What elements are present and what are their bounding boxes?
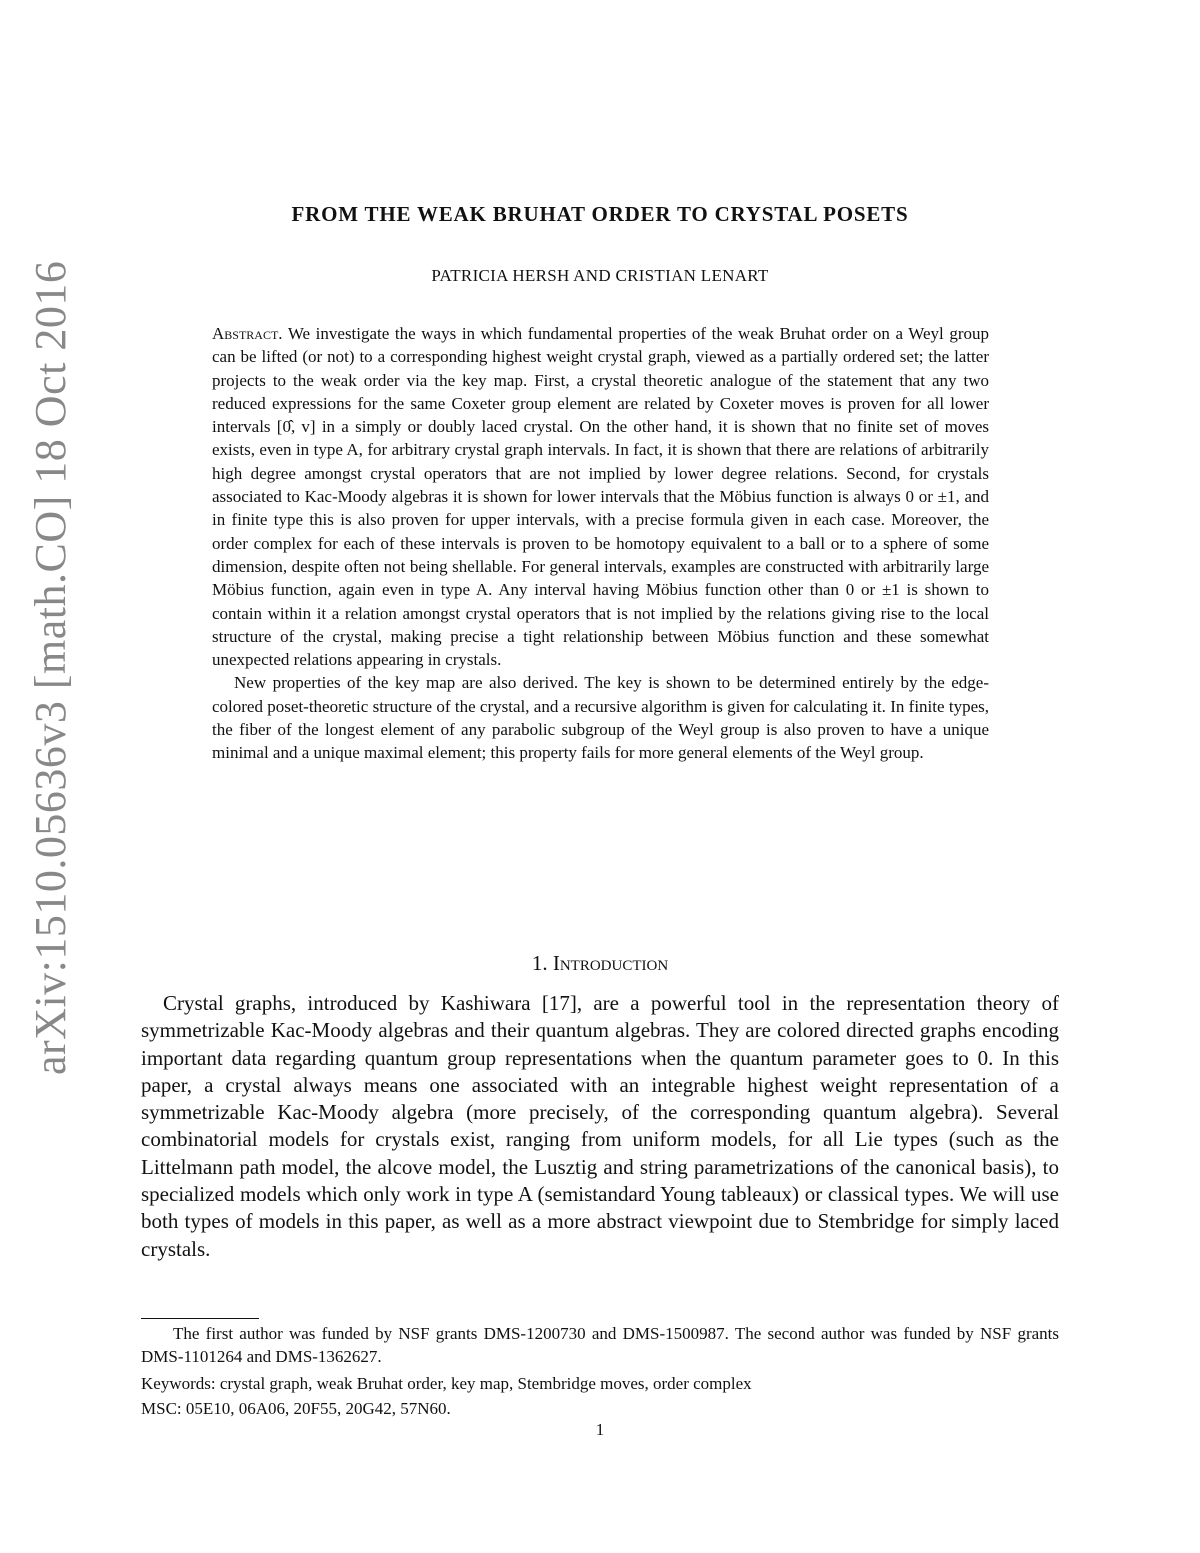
abstract-paragraph-2: New properties of the key map are also derived. The key is shown to be determined entirely by the edge-colored poset-theoretic structure of the crystal, and a recursive algorithm is given for calculating it. In finite types, the fiber of the longest element of any parabolic subgroup of the Weyl group is also proven to have a unique minimal and a unique maximal element; this property fails for more general elements of the Weyl group. — [212, 673, 989, 763]
keywords-footnote: Keywords: crystal graph, weak Bruhat order, key map, Stembridge moves, order complex — [141, 1374, 752, 1393]
section-title: Introduction — [552, 951, 669, 975]
paper-title: FROM THE WEAK BRUHAT ORDER TO CRYSTAL POSETS — [291, 202, 909, 226]
arxiv-identifier-stamp: arXiv:1510.05636v3 [math.CO] 18 Oct 2016 — [26, 260, 75, 1075]
section-number: 1. — [531, 951, 548, 975]
paper-authors: PATRICIA HERSH AND CRISTIAN LENART — [431, 266, 769, 285]
page-number: 1 — [595, 1420, 605, 1439]
funding-footnote: The first author was funded by NSF grants DMS-1200730 and DMS-1500987. The second author was funded by NSF grants DMS-1101264 and DMS-1362627. — [141, 1324, 1059, 1366]
section-heading-introduction — [0, 951, 1200, 976]
introduction-paragraph: Crystal graphs, introduced by Kashiwara [17], are a powerful tool in the representation theory of symmetrizable Kac-Moody algebras and their quantum algebras. They are colored directed graphs encoding important data regarding quantum group representations when the quantum parameter goes to 0. In this paper, a crystal always means one associated with an integrable highest weight representation of a symmetrizable Kac-Moody algebra (more precisely, of the corresponding quantum algebra). Several combinatorial models for crystals exist, ranging from uniform models, for all Lie types (such as the Littelmann path model, the alcove model, the Lusztig and string parametrizations of the canonical basis), to specialized models which only work in type A (semistandard Young tableaux) or classical types. We will use both types of models in this paper, as well as a more abstract viewpoint due to Stembridge for simply laced crystals. — [141, 991, 1059, 1261]
abstract — [212, 322, 989, 765]
abstract-heading: Abstract. — [212, 324, 283, 343]
abstract-text-1: We investigate the ways in which fundamental properties of the weak Bruhat order on a Weyl group can be lifted (or not) to a corresponding highest weight crystal graph, viewed as a partially ordered set; the latter projects to the weak order via the key map. First, a crystal theoretic analogue of the statement that any two reduced expressions for the same Coxeter group element are related by Coxeter moves is proven for all lower intervals [0̂, v] in a simply or doubly laced crystal. On the other hand, it is shown that no finite set of moves exists, even in type A, for arbitrary crystal graph intervals. In fact, it is shown that there are relations of arbitrarily high degree amongst crystal operators that are not implied by lower degree relations. Second, for crystals associated to Kac-Moody algebras it is shown for lower intervals that the Möbius function is always 0 or ±1, and in finite type this is also proven for upper intervals, with a precise formula given in each case. Moreover, the order complex for each of these intervals is proven to be homotopy equivalent to a ball or to a sphere of some dimension, despite often not being shellable. For general intervals, examples are constructed with arbitrarily large Möbius function, again even in type A. Any interval having Möbius function other than 0 or ±1 is shown to contain within it a relation amongst crystal operators that is not implied by the relations giving rise to the local structure of the crystal, making precise a tight relationship between Möbius function and these somewhat unexpected relations appearing in crystals. — [212, 324, 989, 670]
msc-footnote: MSC: 05E10, 06A06, 20F55, 20G42, 57N60. — [141, 1399, 451, 1418]
footnote-divider — [141, 1318, 259, 1319]
abstract-paragraph-1 — [212, 322, 989, 671]
